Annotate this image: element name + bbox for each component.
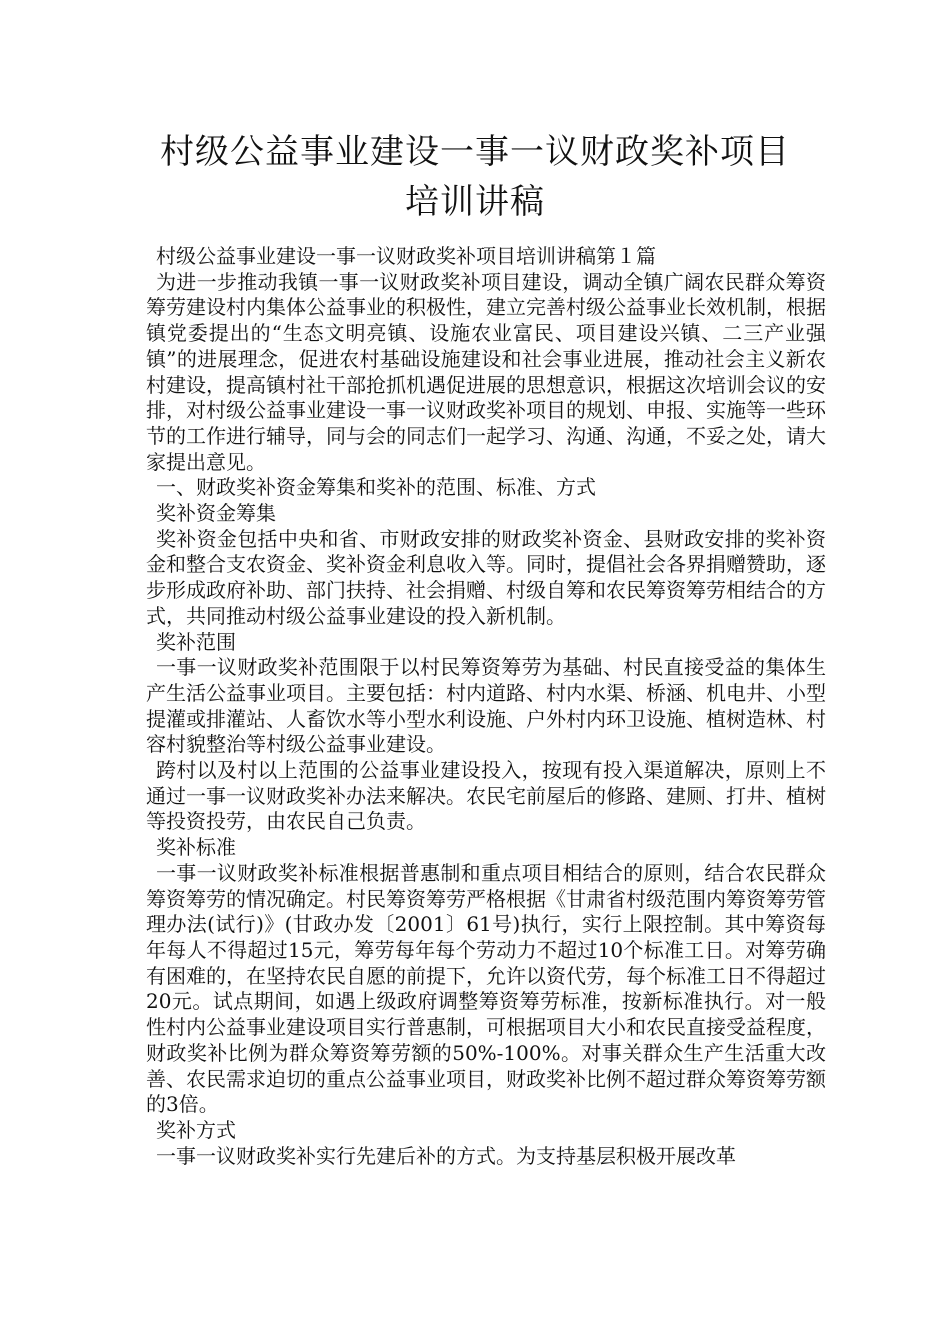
document-title-line-2: 培训讲稿	[405, 182, 545, 222]
intro-paragraph: 为进一步推动我镇一事一议财政奖补项目建设，调动全镇广阔农民群众筹资筹劳建设村内集体公益事业的积极性，建立完善村级公益事业长效机制，根据镇党委提出的“生态文明亮镇、设施农业富民、项目建设兴镇、二三产业强镇”的进展理念，促进农村基础设施建设和社会事业进展，推动社会主义新农村建设，提高镇村社干部抢抓机遇促进展的思想意识，根据这次培训会议的安排，对村级公益事业建设一事一议财政奖补项目的规划、申报、实施等一些环节的工作进行辅导，同与会的同志们一起学习、沟通、沟通，不妥之处，请大家提出意见。	[146, 269, 826, 474]
standard-paragraph: 一事一议财政奖补标准根据普惠制和重点项目相结合的原则，结合农民群众筹资筹劳的情况确定。村民筹资筹劳严格根据《甘肃省村级范围内筹资筹劳管理办法(试行)》(甘政办发〔2001〕61号)执行，实行上限控制。其中筹资每年每人不得超过15元，筹劳每年每个劳动力不超过10个标准工日。对筹劳确有困难的，在坚持农民自愿的前提下，允许以资代劳，每个标准工日不得超过20元。试点期间，如遇上级政府调整筹资筹劳标准，按新标准执行。对一般性村内公益事业建设项目实行普惠制，可根据项目大小和农民直接受益程度，财政奖补比例为群众筹资筹劳额的50%-100%。对事关群众生产生活重大改善、农民需求迫切的重点公益事业项目，财政奖补比例不超过群众筹资筹劳额的3倍。	[146, 860, 826, 1117]
section-heading: 一、财政奖补资金筹集和奖补的范围、标准、方式	[156, 475, 596, 500]
method-paragraph: 一事一议财政奖补实行先建后补的方式。为支持基层积极开展改革	[156, 1143, 736, 1168]
subheading-method: 奖补方式	[156, 1117, 236, 1142]
scope-paragraph-2: 跨村以及村以上范围的公益事业建设投入，按现有投入渠道解决，原则上不通过一事一议财政奖补办法来解决。农民宅前屋后的修路、建厕、打井、植树等投资投劳，由农民自己负责。	[146, 758, 826, 834]
scope-paragraph: 一事一议财政奖补范围限于以村民筹资筹劳为基础、村民直接受益的集体生产生活公益事业项目。主要包括：村内道路、村内水渠、桥涵、机电井、小型提灌或排灌站、人畜饮水等小型水利设施、户外村内环卫设施、植树造林、村容村貌整治等村级公益事业建设。	[146, 655, 826, 757]
subheading-standard: 奖补标准	[156, 835, 236, 860]
funding-paragraph: 奖补资金包括中央和省、市财政安排的财政奖补资金、县财政安排的奖补资金和整合支农资金、奖补资金利息收入等。同时，提倡社会各界捐赠赞助，逐步形成政府补助、部门扶持、社会捐赠、村级自筹和农民筹资筹劳相结合的方式，共同推动村级公益事业建设的投入新机制。	[146, 526, 826, 628]
subheading-funding: 奖补资金筹集	[156, 501, 276, 526]
document-body	[146, 244, 826, 1169]
document-title-line-1: 村级公益事业建设一事一议财政奖补项目	[160, 132, 790, 172]
subheading-scope: 奖补范围	[156, 629, 236, 654]
subtitle-paragraph: 村级公益事业建设一事一议财政奖补项目培训讲稿第１篇	[156, 244, 656, 268]
